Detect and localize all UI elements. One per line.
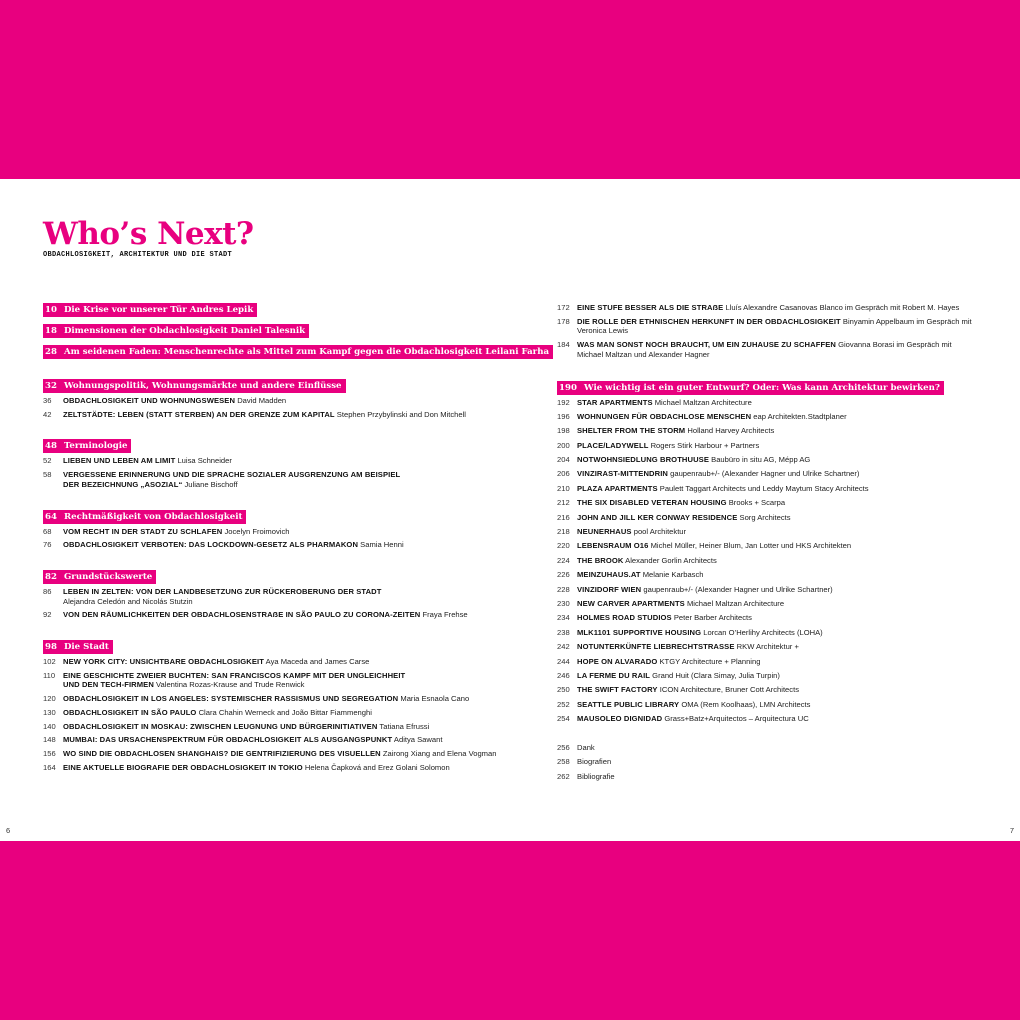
- entry-title: MLK1101 SUPPORTIVE HOUSING: [577, 627, 702, 637]
- entry-page: 204: [557, 455, 570, 465]
- section-page: 10: [45, 305, 57, 315]
- toc-section[interactable]: [43, 324, 309, 338]
- entry-page: 246: [557, 670, 570, 680]
- entry-title: OBDACHLOSIGKEIT IN LOS ANGELES: SYSTEMISCHER RASSISMUS UND SEGREGATION: [63, 694, 399, 704]
- entry-page: 258: [557, 757, 570, 767]
- entry-author: Luisa Schneider: [177, 456, 232, 466]
- toc-entry[interactable]: [557, 412, 977, 422]
- entry-page: 130: [43, 707, 56, 717]
- entry-label: Bibliografie: [577, 771, 615, 781]
- toc-section[interactable]: [43, 510, 246, 524]
- entry-page: 86: [43, 586, 52, 596]
- entry-author: ICON Architecture, Bruner Cott Architects: [659, 685, 799, 695]
- entry-author: Valentina Rozas-Krause and Trude Renwick: [156, 680, 305, 690]
- entry-author: Michel Müller, Heiner Blum, Jan Lotter und HKS Architekten: [650, 541, 852, 551]
- entry-title: WOHNUNGEN FÜR OBDACHLOSE MENSCHEN: [577, 411, 752, 421]
- entry-page: 68: [43, 526, 52, 536]
- entry-author: Paulett Taggart Architects und Leddy Maytum Stacy Architects: [659, 483, 869, 493]
- toc-section[interactable]: [43, 640, 113, 654]
- section-title: Wohnungspolitik, Wohnungsmärkte und andere Einflüsse: [63, 381, 342, 391]
- section-title: Die Stadt: [63, 642, 109, 653]
- toc-entry[interactable]: [43, 610, 513, 620]
- entry-author: Holland Harvey Architects: [687, 426, 775, 436]
- entry-title: EINE STUFE BESSER ALS DIE STRAẞE: [577, 303, 724, 312]
- entry-title: WAS MAN SONST NOCH BRAUCHT, UM EIN ZUHAUSE ZU SCHAFFEN: [577, 340, 836, 350]
- entry-author: Rogers Stirk Harbour + Partners: [650, 440, 760, 450]
- entry-page: 250: [557, 685, 570, 695]
- toc-entry[interactable]: [43, 587, 383, 606]
- toc-entry[interactable]: [557, 498, 977, 508]
- toc-entry[interactable]: [557, 570, 977, 580]
- toc-entry[interactable]: [557, 743, 977, 753]
- entry-page: 120: [43, 694, 56, 704]
- entry-author: Lluís Alexandre Casanovas Blanco im Gespräch mit Robert M. Hayes: [725, 303, 960, 312]
- entry-author: Sorg Architects: [739, 512, 791, 522]
- toc-entry[interactable]: [557, 469, 977, 479]
- entry-title: MEINZUHAUS.AT: [577, 570, 641, 580]
- entry-page: 210: [557, 483, 570, 493]
- entry-title: NEUNERHAUS: [577, 527, 632, 537]
- toc-entry[interactable]: [557, 642, 977, 652]
- entry-author: Peter Barber Architects: [673, 613, 752, 623]
- toc-entry[interactable]: [557, 657, 977, 667]
- entry-title: EINE AKTUELLE BIOGRAFIE DER OBDACHLOSIGKEIT IN TOKIO: [63, 762, 303, 772]
- entry-page: 212: [557, 498, 570, 508]
- entry-page: 178: [557, 316, 570, 326]
- entry-author: RKW Architektur +: [736, 642, 799, 652]
- section-page: 82: [45, 571, 57, 582]
- entry-author: Zairong Xiang and Elena Vogman: [382, 748, 497, 758]
- entry-page: 42: [43, 409, 52, 419]
- entry-author: Jocelyn Froimovich: [224, 526, 290, 536]
- entry-title: STAR APARTMENTS: [577, 397, 653, 407]
- entry-page: 184: [557, 340, 570, 350]
- section-title: Rechtmäßigkeit von Obdachlosigkeit: [63, 511, 243, 522]
- toc-entry[interactable]: [43, 694, 513, 704]
- entry-author: pool Architektur: [633, 527, 687, 537]
- toc-entry[interactable]: [43, 671, 423, 690]
- toc-entry[interactable]: [43, 722, 513, 732]
- section-page: 98: [45, 642, 57, 653]
- toc-entry[interactable]: [557, 585, 977, 595]
- entry-page: 252: [557, 699, 570, 709]
- entry-page: 172: [557, 303, 570, 312]
- entry-author: Grand Huit (Clara Simay, Julia Turpin): [652, 670, 780, 680]
- entry-page: 226: [557, 570, 570, 580]
- entry-author: Helena Čapková and Erez Golani Solomon: [304, 762, 450, 772]
- entry-author: Juliane Bischoff: [184, 479, 238, 489]
- entry-page: 224: [557, 555, 570, 565]
- entry-author: Fraya Frehse: [422, 610, 468, 620]
- toc-entry[interactable]: [557, 398, 977, 408]
- section-page: 190: [559, 382, 577, 393]
- entry-title: EINE GESCHICHTE ZWEIER BUCHTEN: SAN FRANCISCOS KAMPF MIT DER UNGLEICHHEIT UND DEN TECH-FIRMEN: [63, 670, 406, 690]
- entry-label: Biografien: [577, 757, 612, 767]
- entry-title: HOLMES ROAD STUDIOS: [577, 613, 672, 623]
- toc-entry[interactable]: [557, 513, 977, 523]
- toc-entry[interactable]: [557, 599, 977, 609]
- entry-page: 148: [43, 735, 56, 745]
- entry-title: SEATTLE PUBLIC LIBRARY: [577, 699, 680, 709]
- page-number-right: 7: [1009, 826, 1014, 835]
- toc-entry[interactable]: [43, 540, 513, 550]
- page-number-left: 6: [6, 826, 11, 835]
- entry-page: 164: [43, 762, 56, 772]
- entry-title: OBDACHLOSIGKEIT UND WOHNUNGSWESEN: [63, 396, 236, 405]
- entry-page: 36: [43, 396, 52, 405]
- section-title: Dimensionen der Obdachlosigkeit: [63, 326, 228, 336]
- entry-title: PLAZA APARTMENTS: [577, 483, 658, 493]
- entry-page: 92: [43, 610, 52, 620]
- book-title: Who’s Next?: [43, 216, 254, 252]
- entry-title: VINZIDORF WIEN: [577, 584, 642, 594]
- entry-author: Brooks + Scarpa: [728, 498, 786, 508]
- entry-page: 244: [557, 656, 570, 666]
- toc-entry[interactable]: [557, 556, 977, 566]
- entry-author: Alejandra Celedón and Nicolás Stutzin: [63, 596, 193, 606]
- entry-title: THE SIX DISABLED VETERAN HOUSING: [577, 498, 727, 508]
- entry-title: OBDACHLOSIGKEIT IN SÃO PAULO: [63, 707, 197, 717]
- toc-entry[interactable]: [557, 685, 977, 695]
- entry-page: 254: [557, 714, 570, 724]
- toc-entry[interactable]: [43, 749, 513, 759]
- entry-title: SHELTER FROM THE STORM: [577, 426, 686, 436]
- toc-left-column: [43, 303, 550, 772]
- entry-author: KTGY Architecture + Planning: [659, 656, 761, 666]
- section-title: Terminologie: [63, 441, 128, 452]
- toc-entry[interactable]: [557, 441, 977, 451]
- toc-section[interactable]: [43, 379, 346, 393]
- entry-title: LIEBEN UND LEBEN AM LIMIT: [63, 456, 176, 466]
- entry-author: Giovanna Borasi im Gespräch mit Michael Maltzan und Alexander Hagner: [577, 340, 952, 359]
- entry-author: Baubüro in situ AG, Mépp AG: [711, 455, 811, 465]
- toc-section[interactable]: [43, 345, 553, 359]
- entry-author: eap Architekten.Stadtplaner: [753, 411, 847, 421]
- toc-right-column: [557, 303, 977, 781]
- entry-author: Alexander Gorlin Architects: [625, 555, 717, 565]
- entry-author: Maria Esnaola Cano: [400, 694, 470, 704]
- toc-entry[interactable]: [557, 317, 977, 336]
- entry-title: NEW CARVER APARTMENTS: [577, 598, 685, 608]
- entry-author: Lorcan O’Herlihy Architects (LOHA): [703, 627, 823, 637]
- entry-page: 230: [557, 598, 570, 608]
- entry-author: OMA (Rem Koolhaas), LMN Architects: [681, 699, 811, 709]
- toc-entry[interactable]: [43, 470, 413, 489]
- toc-entry[interactable]: [557, 303, 977, 313]
- entry-page: 156: [43, 748, 56, 758]
- entry-title: OBDACHLOSIGKEIT IN MOSKAU: ZWISCHEN LEUGNUNG UND BÜRGERINITIATIVEN: [63, 721, 378, 731]
- section-page: 28: [45, 347, 57, 357]
- toc-entry[interactable]: [43, 456, 513, 466]
- entry-title: NEW YORK CITY: UNSICHTBARE OBDACHLOSIGKEIT: [63, 657, 264, 667]
- entry-author: David Madden: [237, 396, 287, 405]
- toc-entry[interactable]: [557, 772, 977, 782]
- entry-page: 216: [557, 512, 570, 522]
- entry-page: 238: [557, 627, 570, 637]
- section-author: Leilani Farha: [485, 347, 550, 357]
- section-title: Am seidenen Faden: Menschenrechte als Mittel zum Kampf gegen die Obdachlosigkeit: [63, 347, 483, 357]
- toc-entry[interactable]: [43, 410, 513, 420]
- section-title: Die Krise vor unserer Tür: [63, 305, 187, 315]
- entry-title: THE SWIFT FACTORY: [577, 685, 658, 695]
- entry-page: 262: [557, 771, 570, 781]
- entry-page: 228: [557, 584, 570, 594]
- entry-page: 102: [43, 657, 56, 667]
- entry-author: Tatiana Efrussi: [379, 721, 430, 731]
- entry-title: PLACE/LADYWELL: [577, 440, 649, 450]
- entry-page: 200: [557, 440, 570, 450]
- entry-title: VON DEN RÄUMLICHKEITEN DER OBDACHLOSENSTRAẞE IN SÃO PAULO ZU CORONA-ZEITEN: [63, 610, 421, 620]
- entry-author: Aditya Sawant: [393, 735, 443, 745]
- toc-entry[interactable]: [557, 541, 977, 551]
- toc-entry[interactable]: [557, 426, 977, 436]
- section-author: Daniel Talesnik: [230, 326, 306, 336]
- entry-page: 58: [43, 470, 52, 480]
- entry-page: 52: [43, 456, 52, 466]
- entry-title: MAUSOLEO DIGNIDAD: [577, 714, 663, 724]
- entry-title: VINZIRAST-MITTENDRIN: [577, 469, 669, 479]
- toc-entry[interactable]: [557, 484, 977, 494]
- toc-entry[interactable]: [557, 714, 977, 724]
- entry-author: Michael Maltzan Architecture: [686, 598, 785, 608]
- entry-title: THE BROOK: [577, 555, 624, 565]
- toc-entry[interactable]: [43, 657, 513, 667]
- entry-title: HOPE ON ALVARADO: [577, 656, 658, 666]
- entry-page: 140: [43, 721, 56, 731]
- toc-entry[interactable]: [557, 527, 977, 537]
- entry-author: Stephen Przybylinski and Don Mitchell: [336, 409, 466, 419]
- entry-page: 242: [557, 642, 570, 652]
- toc-section[interactable]: [43, 439, 131, 453]
- entry-title: ZELTSTÄDTE: LEBEN (STATT STERBEN) AN DER GRENZE ZUM KAPITAL: [63, 409, 335, 419]
- entry-title: MUMBAI: DAS URSACHENSPEKTRUM FÜR OBDACHLOSIGKEIT ALS AUSGANGSPUNKT: [63, 735, 393, 745]
- entry-label: Dank: [577, 742, 595, 752]
- toc-entry[interactable]: [43, 527, 513, 537]
- entry-author: Clara Chahin Werneck and João Bittar Fiammenghi: [198, 707, 372, 717]
- entry-page: 76: [43, 540, 52, 550]
- entry-page: 110: [43, 670, 56, 680]
- toc-entry[interactable]: [557, 340, 977, 359]
- entry-page: 206: [557, 469, 570, 479]
- entry-title: LEBEN IN ZELTEN: VON DER LANDBESETZUNG ZUR RÜCKEROBERUNG DER STADT: [63, 586, 382, 596]
- toc-section[interactable]: [557, 381, 944, 395]
- entry-page: 220: [557, 541, 570, 551]
- toc-entry[interactable]: [43, 396, 513, 406]
- entry-author: Melanie Karbasch: [642, 570, 704, 580]
- entry-page: 196: [557, 411, 570, 421]
- entry-page: 256: [557, 742, 570, 752]
- entry-title: WO SIND DIE OBDACHLOSEN SHANGHAIS? DIE GENTRIFIZIERUNG DES VISUELLEN: [63, 748, 381, 758]
- entry-page: 218: [557, 527, 570, 537]
- toc-entry[interactable]: [557, 628, 977, 638]
- section-title: Grundstückswerte: [63, 571, 153, 582]
- entry-author: Samia Henni: [360, 540, 404, 550]
- entry-title: JOHN AND JILL KER CONWAY RESIDENCE: [577, 512, 738, 522]
- entry-title: LA FERME DU RAIL: [577, 670, 651, 680]
- entry-title: VOM RECHT IN DER STADT ZU SCHLAFEN: [63, 526, 223, 536]
- toc-section[interactable]: [43, 303, 257, 317]
- entry-author: Grass+Batz+Arquitectos – Arquitectura UC: [664, 714, 809, 724]
- book-subtitle: OBDACHLOSIGKEIT, ARCHITEKTUR UND DIE STADT: [43, 251, 233, 259]
- section-author: Andres Lepik: [189, 305, 254, 315]
- entry-page: 234: [557, 613, 570, 623]
- section-page: 18: [45, 326, 57, 336]
- entry-title: NOTUNTERKÜNFTE LIEBRECHTSTRASSE: [577, 642, 735, 652]
- entry-title: VERGESSENE ERINNERUNG UND DIE SPRACHE SOZIALER AUSGRENZUNG AM BEISPIEL DER BEZEICHNUNG „ASOZIAL“: [63, 470, 401, 489]
- entry-title: DIE ROLLE DER ETHNISCHEN HERKUNFT IN DER OBDACHLOSIGKEIT: [577, 316, 841, 326]
- spread-page: [0, 179, 1020, 841]
- entry-author: Aya Maceda and James Carse: [265, 657, 370, 667]
- toc-section[interactable]: [43, 570, 156, 584]
- entry-author: gaupenraub+/- (Alexander Hagner und Ulrike Schartner): [670, 469, 860, 479]
- section-page: 64: [45, 511, 57, 522]
- entry-author: Binyamin Appelbaum im Gespräch mit Veronica Lewis: [577, 316, 972, 336]
- toc-entry[interactable]: [43, 763, 513, 773]
- section-page: 32: [45, 381, 57, 391]
- entry-page: 192: [557, 397, 570, 407]
- entry-title: OBDACHLOSIGKEIT VERBOTEN: DAS LOCKDOWN-GESETZ ALS PHARMAKON: [63, 540, 359, 550]
- toc-entry[interactable]: [43, 708, 513, 718]
- toc-entry[interactable]: [557, 700, 977, 710]
- toc-entry[interactable]: [43, 735, 513, 745]
- entry-author: Michael Maltzan Architecture: [654, 397, 752, 407]
- entry-page: 198: [557, 426, 570, 436]
- toc-entry[interactable]: [557, 757, 977, 767]
- entry-title: LEBENSRAUM O16: [577, 541, 649, 551]
- entry-title: NOTWOHNSIEDLUNG BROTHUUSE: [577, 455, 710, 465]
- section-title: Wie wichtig ist ein guter Entwurf? Oder: Was kann Architektur bewirken?: [583, 382, 940, 393]
- entry-author: gaupenraub+/- (Alexander Hagner und Ulrike Schartner): [643, 584, 833, 594]
- toc-entry[interactable]: [557, 455, 977, 465]
- toc-entry[interactable]: [557, 671, 977, 681]
- section-page: 48: [45, 441, 57, 452]
- toc-entry[interactable]: [557, 613, 977, 623]
